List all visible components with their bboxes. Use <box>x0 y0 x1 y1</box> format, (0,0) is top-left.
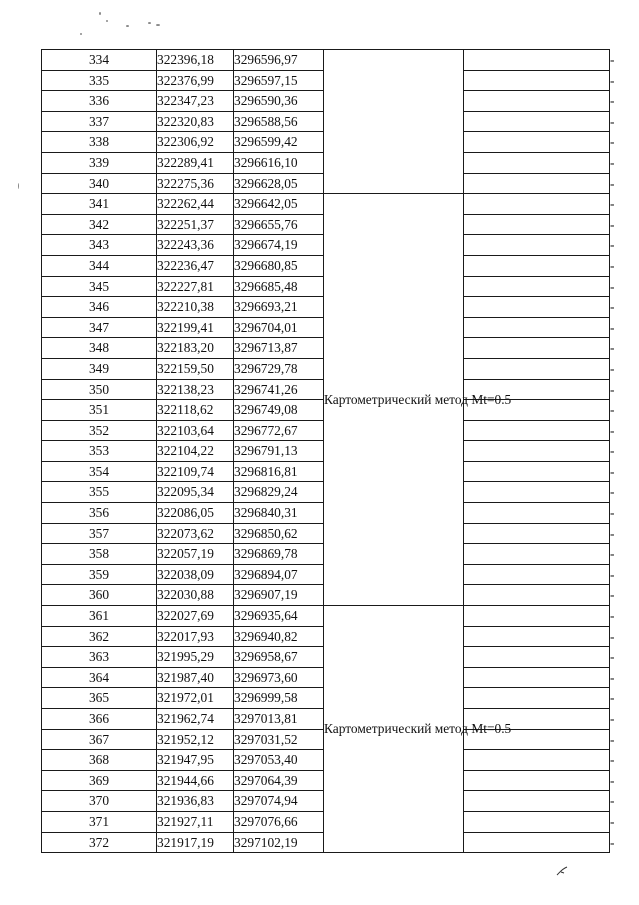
table-row: 353 322104,22 3296791,13 - <box>42 441 610 462</box>
x-coordinate-cell: 322118,62 <box>157 400 234 421</box>
point-number-cell: 358 <box>42 544 157 565</box>
x-coordinate-cell: 322027,69 <box>157 606 234 627</box>
empty-cell <box>464 688 610 709</box>
x-coordinate-cell: 322038,09 <box>157 564 234 585</box>
empty-cell <box>464 564 610 585</box>
pen-mark-icon <box>556 866 568 876</box>
table-row: 347 322199,41 3296704,01 - <box>42 317 610 338</box>
empty-cell <box>464 255 610 276</box>
point-number-cell: 334 <box>42 50 157 71</box>
point-number-cell: 369 <box>42 770 157 791</box>
y-coordinate-cell: 3296588,56 <box>234 111 324 132</box>
empty-cell <box>464 50 610 71</box>
y-coordinate-cell: 3296850,62 <box>234 523 324 544</box>
y-coordinate-cell: 3296973,60 <box>234 667 324 688</box>
empty-cell <box>464 173 610 194</box>
table-row: 339 322289,41 3296616,10 - <box>42 152 610 173</box>
y-coordinate-cell: 3296999,58 <box>234 688 324 709</box>
point-number-cell: 341 <box>42 194 157 215</box>
x-coordinate-cell: 321944,66 <box>157 770 234 791</box>
point-number-cell: 354 <box>42 461 157 482</box>
point-number-cell: 350 <box>42 379 157 400</box>
x-coordinate-cell: 322251,37 <box>157 214 234 235</box>
y-coordinate-cell: 3296628,05 <box>234 173 324 194</box>
empty-cell <box>464 111 610 132</box>
table-row: 351 322118,62 3296749,08 - <box>42 400 610 421</box>
scan-speck <box>126 25 129 27</box>
table-row: 346 322210,38 3296693,21 - <box>42 297 610 318</box>
empty-cell <box>464 811 610 832</box>
table-row: 336 322347,23 3296590,36 - <box>42 91 610 112</box>
x-coordinate-cell: 321995,29 <box>157 647 234 668</box>
point-number-cell: 363 <box>42 647 157 668</box>
x-coordinate-cell: 322289,41 <box>157 152 234 173</box>
empty-cell <box>464 461 610 482</box>
empty-cell <box>464 317 610 338</box>
y-coordinate-cell: 3297053,40 <box>234 750 324 771</box>
table-row: 371 321927,11 3297076,66 - <box>42 811 610 832</box>
x-coordinate-cell: 322073,62 <box>157 523 234 544</box>
point-number-cell: 336 <box>42 91 157 112</box>
empty-cell <box>464 152 610 173</box>
table-row: 340 322275,36 3296628,05 - <box>42 173 610 194</box>
table-row: 343 322243,36 3296674,19 - <box>42 235 610 256</box>
y-coordinate-cell: 3296693,21 <box>234 297 324 318</box>
table-row: 360 322030,88 3296907,19 - <box>42 585 610 606</box>
point-number-cell: 351 <box>42 400 157 421</box>
point-number-cell: 342 <box>42 214 157 235</box>
x-coordinate-cell: 322243,36 <box>157 235 234 256</box>
point-number-cell: 340 <box>42 173 157 194</box>
table-row: 366 321962,74 3297013,81 - <box>42 709 610 730</box>
y-coordinate-cell: 3296713,87 <box>234 338 324 359</box>
y-coordinate-cell: 3296674,19 <box>234 235 324 256</box>
y-coordinate-cell: 3296840,31 <box>234 503 324 524</box>
x-coordinate-cell: 322275,36 <box>157 173 234 194</box>
table-row: 338 322306,92 3296599,42 - <box>42 132 610 153</box>
table-row: 372 321917,19 3297102,19 - <box>42 832 610 853</box>
empty-cell <box>464 91 610 112</box>
x-coordinate-cell: 322109,74 <box>157 461 234 482</box>
x-coordinate-cell: 322104,22 <box>157 441 234 462</box>
table-row: 357 322073,62 3296850,62 - <box>42 523 610 544</box>
y-coordinate-cell: 3296590,36 <box>234 91 324 112</box>
y-coordinate-cell: 3296655,76 <box>234 214 324 235</box>
point-number-cell: 335 <box>42 70 157 91</box>
x-coordinate-cell: 322030,88 <box>157 585 234 606</box>
method-cell: Картометрический метод Mt=0.5 <box>324 606 464 853</box>
coordinates-table-body <box>42 50 615 853</box>
table-row: 355 322095,34 3296829,24 - <box>42 482 610 503</box>
table-row: 368 321947,95 3297053,40 - <box>42 750 610 771</box>
x-coordinate-cell: 322376,99 <box>157 70 234 91</box>
y-coordinate-cell: 3297074,94 <box>234 791 324 812</box>
y-coordinate-cell: 3297064,39 <box>234 770 324 791</box>
table-row: 361 322027,69 3296935,64 Картометрический метод Mt=0.5 - <box>42 606 610 627</box>
y-coordinate-cell: 3296940,82 <box>234 626 324 647</box>
scan-speck <box>80 33 82 35</box>
table-row: 354 322109,74 3296816,81 - <box>42 461 610 482</box>
y-coordinate-cell: 3296907,19 <box>234 585 324 606</box>
table-row: 348 322183,20 3296713,87 - <box>42 338 610 359</box>
point-number-cell: 370 <box>42 791 157 812</box>
empty-cell <box>464 70 610 91</box>
point-number-cell: 349 <box>42 358 157 379</box>
scan-speck <box>156 24 160 26</box>
y-coordinate-cell: 3296749,08 <box>234 400 324 421</box>
point-number-cell: 365 <box>42 688 157 709</box>
scan-speck <box>148 22 151 24</box>
point-number-cell: 353 <box>42 441 157 462</box>
x-coordinate-cell: 321936,83 <box>157 791 234 812</box>
empty-cell <box>464 791 610 812</box>
empty-cell <box>464 667 610 688</box>
y-coordinate-cell: 3296829,24 <box>234 482 324 503</box>
table-row: 334 322396,18 3296596,97 - <box>42 50 610 71</box>
x-coordinate-cell: 322138,23 <box>157 379 234 400</box>
point-number-cell: 355 <box>42 482 157 503</box>
y-coordinate-cell: 3296791,13 <box>234 441 324 462</box>
table-row: 363 321995,29 3296958,67 - <box>42 647 610 668</box>
x-coordinate-cell: 321987,40 <box>157 667 234 688</box>
empty-cell <box>464 606 610 627</box>
x-coordinate-cell: 321962,74 <box>157 709 234 730</box>
empty-cell <box>464 420 610 441</box>
table-row: 362 322017,93 3296940,82 - <box>42 626 610 647</box>
point-number-cell: 372 <box>42 832 157 853</box>
y-coordinate-cell: 3296616,10 <box>234 152 324 173</box>
y-coordinate-cell: 3297031,52 <box>234 729 324 750</box>
y-coordinate-cell: 3297102,19 <box>234 832 324 853</box>
scan-speck <box>99 12 101 15</box>
table-row: 370 321936,83 3297074,94 - <box>42 791 610 812</box>
x-coordinate-cell: 322306,92 <box>157 132 234 153</box>
y-coordinate-cell: 3297076,66 <box>234 811 324 832</box>
coordinates-table <box>41 49 615 853</box>
y-coordinate-cell: 3296642,05 <box>234 194 324 215</box>
point-number-cell: 368 <box>42 750 157 771</box>
x-coordinate-cell: 322236,47 <box>157 255 234 276</box>
empty-cell <box>464 482 610 503</box>
table-row: 369 321944,66 3297064,39 - <box>42 770 610 791</box>
point-number-cell: 344 <box>42 255 157 276</box>
point-number-cell: 364 <box>42 667 157 688</box>
y-coordinate-cell: 3296729,78 <box>234 358 324 379</box>
y-coordinate-cell: 3296816,81 <box>234 461 324 482</box>
y-coordinate-cell: 3296894,07 <box>234 564 324 585</box>
point-number-cell: 347 <box>42 317 157 338</box>
y-coordinate-cell: 3296597,15 <box>234 70 324 91</box>
empty-cell <box>464 132 610 153</box>
table-row: 349 322159,50 3296729,78 - <box>42 358 610 379</box>
y-coordinate-cell: 3296680,85 <box>234 255 324 276</box>
point-number-cell: 359 <box>42 564 157 585</box>
x-coordinate-cell: 321917,19 <box>157 832 234 853</box>
empty-cell <box>464 441 610 462</box>
table-row: 367 321952,12 3297031,52 - <box>42 729 610 750</box>
point-number-cell: 352 <box>42 420 157 441</box>
point-number-cell: 366 <box>42 709 157 730</box>
scan-speck <box>106 20 108 22</box>
table-row: 335 322376,99 3296597,15 - <box>42 70 610 91</box>
empty-cell <box>464 750 610 771</box>
empty-cell <box>464 503 610 524</box>
y-coordinate-cell: 3297013,81 <box>234 709 324 730</box>
point-number-cell: 348 <box>42 338 157 359</box>
table-row: 359 322038,09 3296894,07 - <box>42 564 610 585</box>
point-number-cell: 361 <box>42 606 157 627</box>
y-coordinate-cell: 3296869,78 <box>234 544 324 565</box>
empty-cell <box>464 194 610 215</box>
empty-cell <box>464 214 610 235</box>
x-coordinate-cell: 321947,95 <box>157 750 234 771</box>
point-number-cell: 338 <box>42 132 157 153</box>
table-row: 365 321972,01 3296999,58 - <box>42 688 610 709</box>
x-coordinate-cell: 322159,50 <box>157 358 234 379</box>
x-coordinate-cell: 322057,19 <box>157 544 234 565</box>
x-coordinate-cell: 322086,05 <box>157 503 234 524</box>
x-coordinate-cell: 322227,81 <box>157 276 234 297</box>
empty-cell <box>464 626 610 647</box>
table-row: 337 322320,83 3296588,56 - <box>42 111 610 132</box>
empty-cell <box>464 297 610 318</box>
x-coordinate-cell: 321972,01 <box>157 688 234 709</box>
y-coordinate-cell: 3296935,64 <box>234 606 324 627</box>
y-coordinate-cell: 3296685,48 <box>234 276 324 297</box>
empty-cell <box>464 338 610 359</box>
table-row: 345 322227,81 3296685,48 - <box>42 276 610 297</box>
point-number-cell: 343 <box>42 235 157 256</box>
method-cell <box>324 50 464 194</box>
x-coordinate-cell: 321952,12 <box>157 729 234 750</box>
y-coordinate-cell: 3296958,67 <box>234 647 324 668</box>
point-number-cell: 356 <box>42 503 157 524</box>
table-row: 364 321987,40 3296973,60 - <box>42 667 610 688</box>
point-number-cell: 362 <box>42 626 157 647</box>
point-number-cell: 360 <box>42 585 157 606</box>
x-coordinate-cell: 322347,23 <box>157 91 234 112</box>
x-coordinate-cell: 322103,64 <box>157 420 234 441</box>
empty-cell <box>464 585 610 606</box>
empty-cell <box>464 647 610 668</box>
empty-cell <box>464 276 610 297</box>
x-coordinate-cell: 322199,41 <box>157 317 234 338</box>
y-coordinate-cell: 3296741,26 <box>234 379 324 400</box>
x-coordinate-cell: 322017,93 <box>157 626 234 647</box>
x-coordinate-cell: 322210,38 <box>157 297 234 318</box>
table-row: 350 322138,23 3296741,26 - <box>42 379 610 400</box>
empty-cell <box>464 358 610 379</box>
point-number-cell: 357 <box>42 523 157 544</box>
point-number-cell: 339 <box>42 152 157 173</box>
point-number-cell: 337 <box>42 111 157 132</box>
empty-cell <box>464 544 610 565</box>
scan-speck <box>18 183 19 189</box>
table-row: 341 322262,44 3296642,05 Картометрический метод Mt=0.5 - <box>42 194 610 215</box>
empty-cell <box>464 235 610 256</box>
empty-cell <box>464 770 610 791</box>
empty-cell <box>464 832 610 853</box>
point-number-cell: 367 <box>42 729 157 750</box>
point-number-cell: 371 <box>42 811 157 832</box>
table-row: 344 322236,47 3296680,85 - <box>42 255 610 276</box>
table-row: 352 322103,64 3296772,67 - <box>42 420 610 441</box>
y-coordinate-cell: 3296596,97 <box>234 50 324 71</box>
point-number-cell: 345 <box>42 276 157 297</box>
x-coordinate-cell: 322320,83 <box>157 111 234 132</box>
x-coordinate-cell: 322095,34 <box>157 482 234 503</box>
method-cell: Картометрический метод Mt=0.5 <box>324 194 464 606</box>
x-coordinate-cell: 322183,20 <box>157 338 234 359</box>
empty-cell <box>464 523 610 544</box>
x-coordinate-cell: 322396,18 <box>157 50 234 71</box>
y-coordinate-cell: 3296599,42 <box>234 132 324 153</box>
x-coordinate-cell: 322262,44 <box>157 194 234 215</box>
table-row: 358 322057,19 3296869,78 - <box>42 544 610 565</box>
table-row: 356 322086,05 3296840,31 - <box>42 503 610 524</box>
table-row: 342 322251,37 3296655,76 - <box>42 214 610 235</box>
y-coordinate-cell: 3296704,01 <box>234 317 324 338</box>
point-number-cell: 346 <box>42 297 157 318</box>
x-coordinate-cell: 321927,11 <box>157 811 234 832</box>
y-coordinate-cell: 3296772,67 <box>234 420 324 441</box>
